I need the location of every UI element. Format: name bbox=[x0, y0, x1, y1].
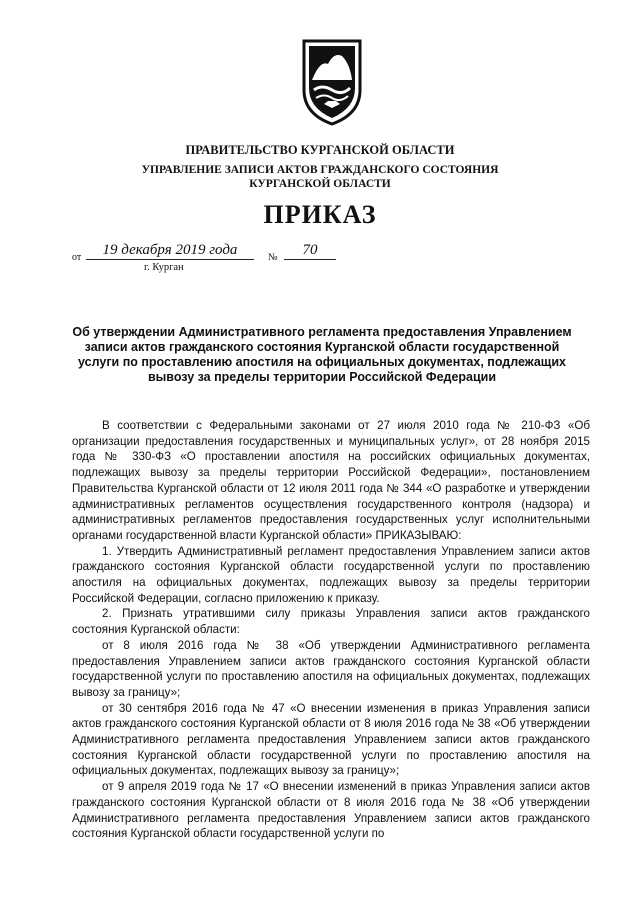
date-from-label: от bbox=[72, 252, 82, 263]
department-title-line1: УПРАВЛЕНИЕ ЗАПИСИ АКТОВ ГРАЖДАНСКОГО СОСТОЯНИЯ bbox=[141, 164, 499, 176]
document-heading: Об утверждении Административного регламента предоставления Управлением записи актов гражданского состояния Курганской области государственной услуги по проставлению апостиля на официальных документах, подлежащих вывозу за пределы территории Российской Федерации bbox=[72, 325, 572, 384]
department-title-line2: КУРГАНСКОЙ ОБЛАСТИ bbox=[249, 178, 391, 190]
date-number-row bbox=[72, 242, 372, 272]
body-paragraph: от 30 сентября 2016 года № 47 «О внесении изменения в приказ Управления записи актов гражданского состояния Курганской области от 8 июля 2016 года № 38 «Об утверждении Административного регламента предоставления Управлением записи актов гражданского состояния Курганской области государственной услуги по проставлению апостиля на официальных документах, подлежащих вывозу за границу»; bbox=[72, 701, 590, 778]
body-paragraph: от 9 апреля 2019 года № 17 «О внесении изменений в приказ Управления записи актов гражданского состояния Курганской области от 8 июля 2016 года № 38 «Об утверждении Административного регламента предоставления Управлением записи актов гражданского состояния Курганской области государственной услуги по bbox=[72, 780, 590, 841]
number-label: № bbox=[268, 252, 278, 263]
city: г. Курган bbox=[144, 262, 184, 273]
body-paragraph: 2. Признать утратившими силу приказы Управления записи актов гражданского состояния Курганской области: bbox=[72, 607, 590, 637]
document-type: ПРИКАЗ bbox=[263, 200, 377, 229]
order-date: 19 декабря 2019 года bbox=[86, 242, 254, 260]
government-title: ПРАВИТЕЛЬСТВО КУРГАНСКОЙ ОБЛАСТИ bbox=[185, 143, 455, 157]
department-title bbox=[0, 163, 640, 191]
document-body bbox=[72, 418, 590, 842]
body-paragraph: от 8 июля 2016 года № 38 «Об утверждении Административного регламента предоставления Управлением записи актов гражданского состояния Курганской области государственной услуги по проставлению апостиля на официальных документах, подлежащих вывозу за границу»; bbox=[72, 638, 590, 699]
body-paragraph: 1. Утвердить Административный регламент предоставления Управлением записи актов гражданского состояния Курганской области государственной услуги по проставлению апостиля на официальных документах, подлежащих вывозу за пределы территории Российской Федерации, согласно приложению к приказу. bbox=[72, 544, 590, 605]
order-number: 70 bbox=[284, 242, 336, 260]
body-paragraph: В соответствии с Федеральными законами от 27 июля 2010 года № 210-ФЗ «Об организации предоставления государственных и муниципальных услуг», от 28 ноября 2015 года № 330-ФЗ «О проставлении апостиля на российских официальных документах, подлежащих вывозу за пределы территории Российской Федерации», постановлением Правительства Курганской области от 12 июля 2011 года № 344 «О разработке и утверждении административных регламентов осуществления государственного контроля (надзора) и административных регламентов предоставления государственных услуг исполнительными органами государственной власти Курганской области» ПРИКАЗЫВАЮ: bbox=[72, 419, 590, 542]
coat-of-arms-icon bbox=[298, 38, 366, 126]
